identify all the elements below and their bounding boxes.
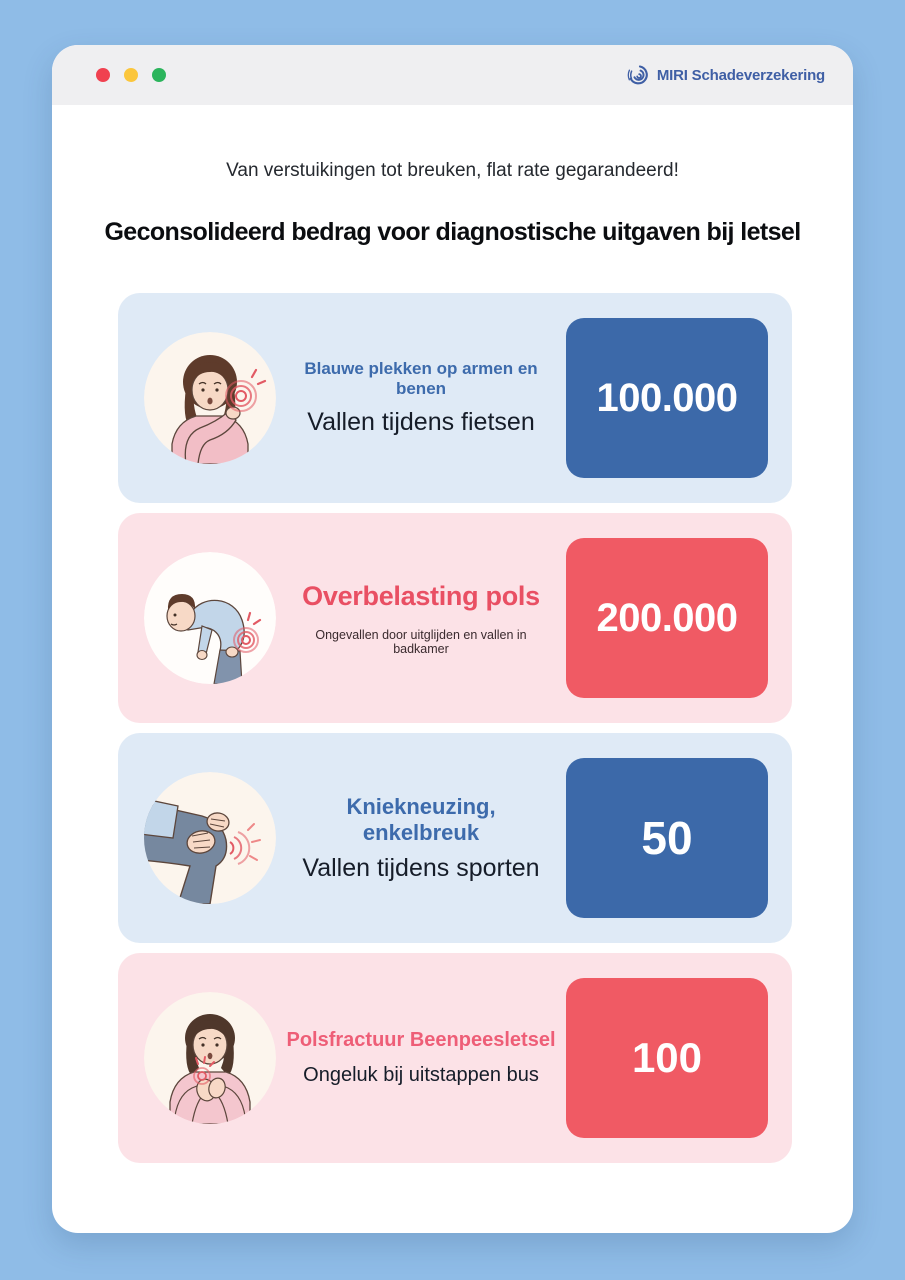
benefit-card-bathroom <box>118 513 792 723</box>
browser-window <box>52 45 853 1233</box>
window-titlebar <box>52 45 853 105</box>
card-text <box>276 1029 566 1087</box>
knee-injury-illustration <box>144 772 276 904</box>
card-text <box>276 359 566 437</box>
card-text <box>276 581 566 656</box>
card-subtitle: Vallen tijdens fietsen <box>307 408 535 436</box>
card-subtitle: Vallen tijdens sporten <box>302 853 540 882</box>
amount-badge: 50 <box>566 758 768 918</box>
card-title: Polsfractuur Beenpeesletsel <box>286 1029 556 1051</box>
card-text <box>276 794 566 883</box>
benefit-card-list <box>118 293 792 1163</box>
maximize-window-button[interactable] <box>152 68 166 82</box>
benefit-card-sports <box>118 733 792 943</box>
man-back-pain-illustration <box>144 552 276 684</box>
amount-badge: 100.000 <box>566 318 768 478</box>
card-title: Overbelasting pols <box>302 580 540 611</box>
window-controls <box>96 68 166 82</box>
woman-chest-pain-illustration <box>144 992 276 1124</box>
woman-shoulder-pain-illustration <box>144 332 276 464</box>
minimize-window-button[interactable] <box>124 68 138 82</box>
card-title: Blauwe plekken op armen en benen <box>304 359 538 398</box>
card-subtitle: Ongeluk bij uitstappen bus <box>303 1064 539 1086</box>
tagline: Van verstuikingen tot breuken, flat rate gegarandeerd! <box>226 160 679 181</box>
brand <box>627 63 825 87</box>
swirl-logo-icon <box>627 63 651 87</box>
amount-badge: 200.000 <box>566 538 768 698</box>
card-subtitle: Ongevallen door uitglijden en vallen in badkamer <box>315 627 527 656</box>
benefit-card-cycling <box>118 293 792 503</box>
amount-badge: 100 <box>566 978 768 1138</box>
page-title: Geconsolideerd bedrag voor diagnostische uitgaven bij letsel <box>104 218 801 246</box>
card-title: Kniekneuzing, enkelbreuk <box>346 793 496 845</box>
close-window-button[interactable] <box>96 68 110 82</box>
benefit-card-bus <box>118 953 792 1163</box>
brand-name: MIRI Schadeverzekering <box>656 66 825 84</box>
